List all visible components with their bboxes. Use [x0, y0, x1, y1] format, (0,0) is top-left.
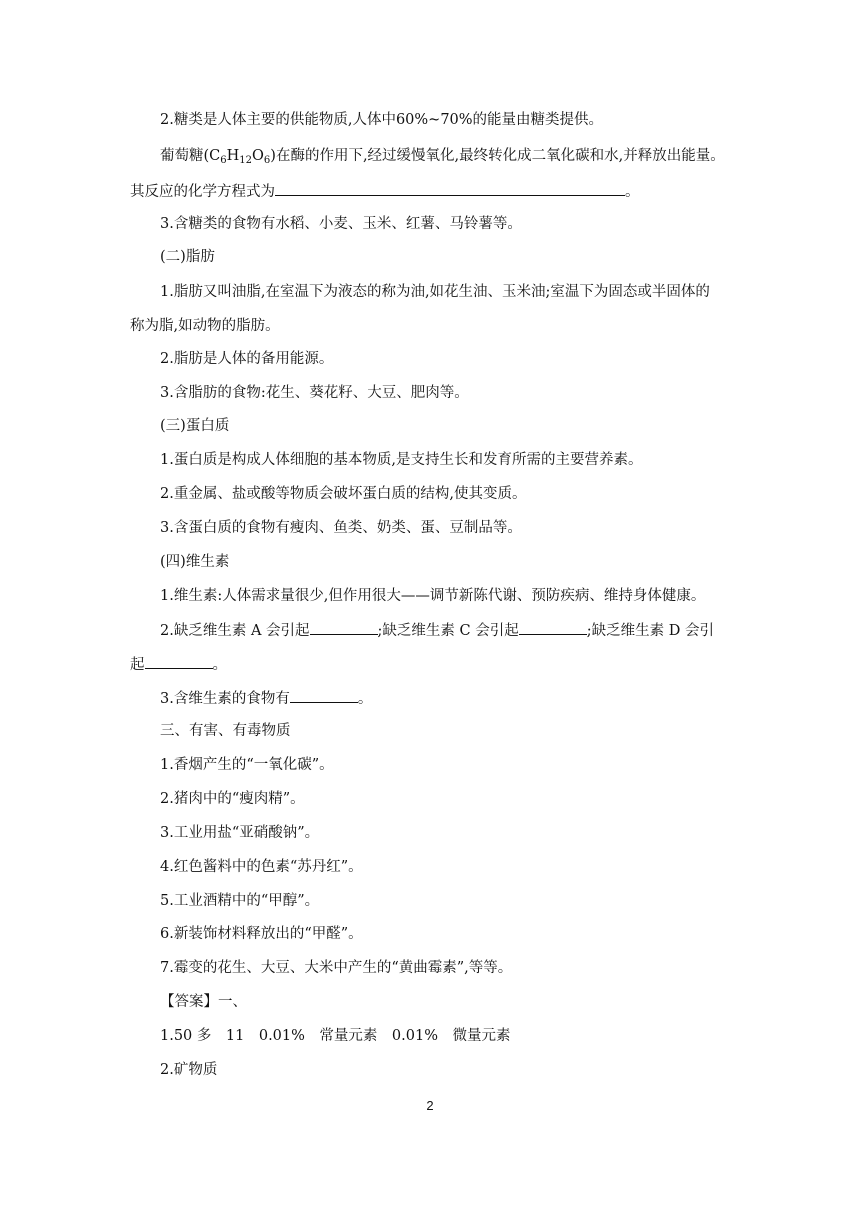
text-line: 4.红色酱料中的色素“苏丹红”。: [160, 859, 363, 875]
text-line: 3.工业用盐“亚硝酸钠”。: [160, 825, 320, 841]
text-line: 7.霉变的花生、大豆、大米中产生的“黄曲霉素”,等等。: [160, 960, 513, 976]
answer-heading: 【答案】一、: [160, 994, 247, 1010]
answer-blank: [145, 654, 213, 669]
text-segment: 。: [357, 691, 373, 707]
text-line: 3.含脂肪的食物:花生、葵花籽、大豆、肥肉等。: [160, 385, 469, 401]
text-segment: O: [252, 148, 264, 164]
text-line: 6.新装饰材料释放出的“甲醛”。: [160, 926, 363, 942]
text-segment: ;缺乏维生素 D 会引: [586, 623, 714, 639]
subscript: 6: [220, 155, 227, 166]
text-segment: 其反应的化学方程式为: [130, 184, 275, 200]
text-line: 1.脂肪又叫油脂,在室温下为液态的称为油,如花生油、玉米油;室温下为固态或半固体的: [160, 284, 710, 300]
text-segment: )在酶的作用下,经过缓慢氧化,最终转化成二氧化碳和水,并释放出能量。: [270, 148, 725, 164]
text-line: 5.工业酒精中的“甲醇”。: [160, 893, 320, 909]
subscript: 12: [239, 155, 253, 166]
answer-line: 2.矿物质: [160, 1062, 218, 1078]
text-line: 1.维生素:人体需求量很少,但作用很大——调节新陈代谢、预防疾病、维持身体健康。: [160, 588, 706, 604]
text-line: 1.蛋白质是构成人体细胞的基本物质,是支持生长和发育所需的主要营养素。: [160, 452, 643, 468]
text-line: 2.重金属、盐或酸等物质会破坏蛋白质的结构,使其变质。: [160, 486, 527, 502]
glucose-oxidation-line: [160, 146, 725, 166]
text-line: 2.脂肪是人体的备用能源。: [160, 351, 334, 367]
vitamin-deficiency-line-cont: [130, 654, 227, 675]
answer-blank: [310, 620, 378, 635]
section-heading: (二)脂肪: [160, 249, 215, 265]
text-line: 2.糖类是人体主要的供能物质,人体中60%~70%的能量由糖类提供。: [160, 112, 604, 128]
vitamin-food-line: [160, 688, 372, 709]
subscript: 6: [263, 155, 271, 166]
text-line: 称为脂,如动物的脂肪。: [130, 318, 280, 334]
section-heading: 三、有害、有毒物质: [160, 723, 291, 739]
text-line: 3.含蛋白质的食物有瘦肉、鱼类、奶类、蛋、豆制品等。: [160, 520, 522, 536]
answer-line: 1.50 多 11 0.01% 常量元素 0.01% 微量元素: [160, 1028, 511, 1044]
text-segment: 。: [212, 657, 227, 673]
equation-line: [130, 181, 640, 202]
answer-blank: [275, 181, 625, 196]
section-heading: (三)蛋白质: [160, 418, 230, 434]
vitamin-deficiency-line: [160, 620, 714, 641]
answer-blank: [519, 620, 587, 635]
text-line: 3.含糖类的食物有水稻、小麦、玉米、红薯、马铃薯等。: [160, 216, 522, 232]
section-heading: (四)维生素: [160, 554, 230, 570]
text-segment: 2.缺乏维生素 A 会引起: [160, 623, 310, 639]
text-segment: 葡萄糖(C: [160, 148, 221, 164]
page-number: 2: [426, 1098, 434, 1113]
answer-blank: [290, 688, 358, 703]
text-segment: 起: [130, 657, 145, 673]
text-segment: 3.含维生素的食物有: [160, 691, 290, 707]
text-line: 2.猪肉中的“瘦肉精”。: [160, 791, 305, 807]
text-segment: ;缺乏维生素 C 会引起: [377, 623, 519, 639]
text-segment: H: [226, 148, 240, 164]
text-segment: 。: [625, 184, 640, 200]
text-line: 1.香烟产生的“一氧化碳”。: [160, 757, 334, 773]
